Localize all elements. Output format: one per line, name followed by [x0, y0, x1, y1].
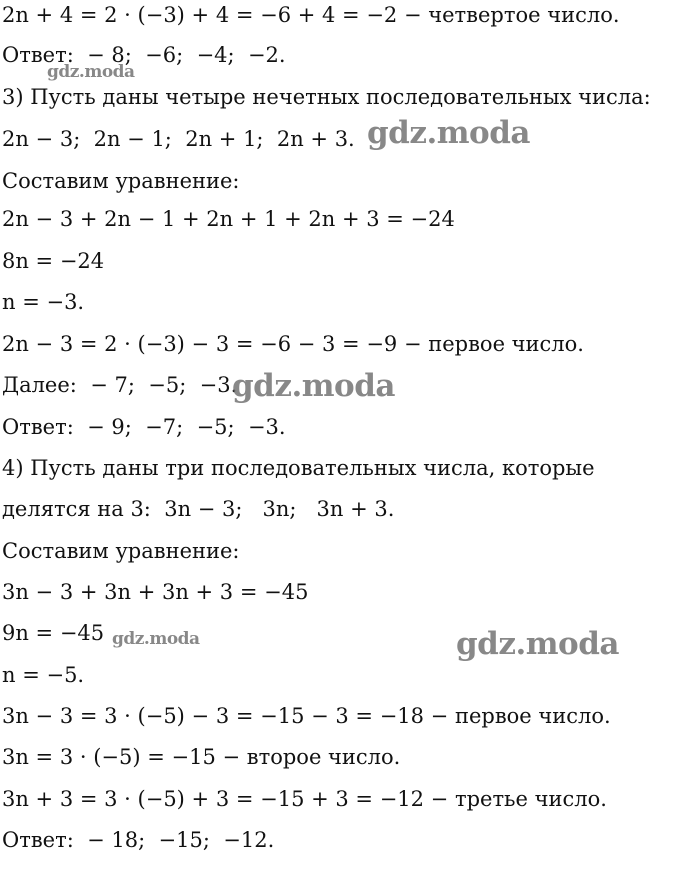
line-8: n = −3.	[2, 290, 85, 314]
line-6: 2n − 3 + 2n − 1 + 2n + 1 + 2n + 3 = −24	[2, 207, 455, 231]
line-11: Ответ: − 9; −7; −5; −3.	[2, 415, 286, 439]
line-20: 3n + 3 = 3 · (−5) + 3 = −15 + 3 = −12 − третье число.	[2, 787, 607, 811]
watermark-logo: gdz.moda	[232, 368, 395, 404]
line-3: 3) Пусть даны четыре нечетных последовательных числа:	[2, 85, 651, 109]
line-10: Далее: − 7; −5; −3.	[2, 373, 238, 397]
line-5: Составим уравнение:	[2, 169, 240, 193]
line-18: 3n − 3 = 3 · (−5) − 3 = −15 − 3 = −18 − первое число.	[2, 704, 611, 728]
line-19: 3n = 3 · (−5) = −15 − второе число.	[2, 745, 401, 769]
watermark-logo: gdz.moda	[47, 62, 135, 82]
line-17: n = −5.	[2, 663, 85, 687]
watermark-logo: gdz.moda	[367, 115, 530, 151]
line-21: Ответ: − 18; −15; −12.	[2, 828, 275, 852]
line-2: Ответ: − 8; −6; −4; −2.	[2, 43, 286, 67]
line-12: 4) Пусть даны три последовательных числа, которые	[2, 456, 595, 480]
line-16: 9n = −45	[2, 621, 105, 645]
line-13: делятся на 3: 3n − 3; 3n; 3n + 3.	[2, 497, 395, 521]
watermark-logo: gdz.moda	[112, 629, 200, 649]
line-1: 2n + 4 = 2 · (−3) + 4 = −6 + 4 = −2 − четвертое число.	[2, 3, 620, 27]
line-4: 2n − 3; 2n − 1; 2n + 1; 2n + 3.	[2, 127, 355, 151]
line-15: 3n − 3 + 3n + 3n + 3 = −45	[2, 580, 309, 604]
watermark-logo: gdz.moda	[456, 626, 619, 662]
line-14: Составим уравнение:	[2, 539, 240, 563]
line-9: 2n − 3 = 2 · (−3) − 3 = −6 − 3 = −9 − первое число.	[2, 332, 584, 356]
line-7: 8n = −24	[2, 249, 105, 273]
